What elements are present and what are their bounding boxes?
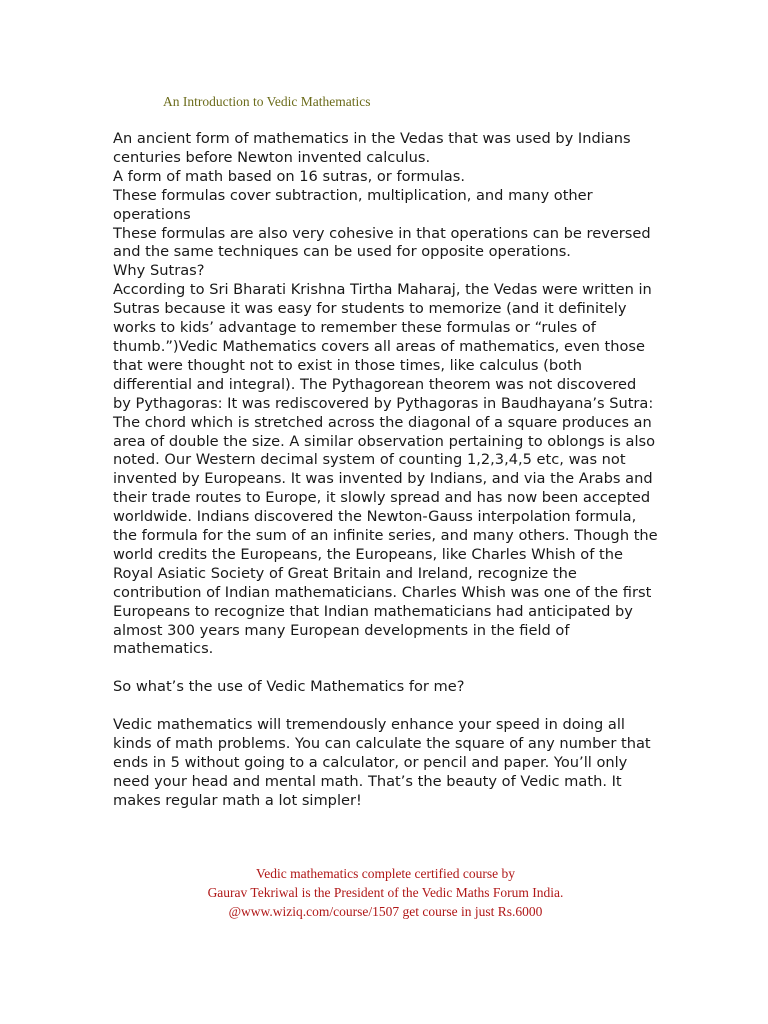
section-heading-why-sutras: Why Sutras? — [113, 262, 205, 280]
body-paragraph: A form of math based on 16 sutras, or formulas. — [113, 167, 465, 185]
promo-footer — [113, 865, 658, 921]
footer-line-course-link: @www.wiziq.com/course/1507 get course in just Rs.6000 — [228, 903, 543, 919]
footer-line: Vedic mathematics complete certified course by — [255, 866, 516, 881]
answer-paragraph: Vedic mathematics will tremendously enhance your speed in doing all kinds of math problems. You can calculate the square of any number that ends in 5 without going to a calculator, or pencil and paper. You’ll only need your head and mental math. That’s the beauty of Vedic math. It makes regular math a lot simpler! — [113, 716, 651, 809]
paragraph-spacer — [113, 659, 658, 678]
body-paragraph: According to Sri Bharati Krishna Tirtha Maharaj, the Vedas were written in Sutras because it was easy for students to memorize (and it definitely works to kids’ advantage to remember these formulas or “rules of thumb.”)Vedic Mathematics covers all areas of mathematics, even those that were thought not to exist in those times, like calculus (both differential and integral). The Pythagorean theorem was not discovered by Pythagoras: It was rediscovered by Pythagoras in Baudhayana’s Sutra: The chord which is stretched across the diagonal of a square produces an area of double the size. A similar observation pertaining to oblongs is also noted. Our Western decimal system of counting 1,2,3,4,5 etc, was not invented by Europeans. It was invented by Indians, and via the Arabs and their trade routes to Europe, it slowly spread and has now been accepted worldwide. Indians discovered the Newton-Gauss interpolation formula, the formula for the sum of an infinite series, and many others. Though the world credits the Europeans, the Europeans, like Charles Whish of the Royal Asiatic Society of Great Britain and Ireland, recognize the contribution of Indian mathematicians. Charles Whish was one of the first Europeans to recognize that Indian mathematicians had anticipated by almost 300 years many European developments in the field of mathematics. — [113, 281, 658, 658]
document-title: An Introduction to Vedic Mathematics — [163, 94, 371, 109]
footer-line: Gaurav Tekriwal is the President of the Vedic Maths Forum India. — [207, 884, 564, 900]
body-paragraph: An ancient form of mathematics in the Vedas that was used by Indians centuries before Newton invented calculus. — [113, 130, 631, 166]
body-paragraph: These formulas cover subtraction, multiplication, and many other operations — [113, 186, 593, 223]
document-body — [113, 130, 658, 811]
body-paragraph: These formulas are also very cohesive in that operations can be reversed and the same techniques can be used for opposite operations. — [113, 224, 651, 261]
question-heading: So what’s the use of Vedic Mathematics for me? — [113, 678, 465, 696]
paragraph-spacer — [113, 697, 658, 716]
